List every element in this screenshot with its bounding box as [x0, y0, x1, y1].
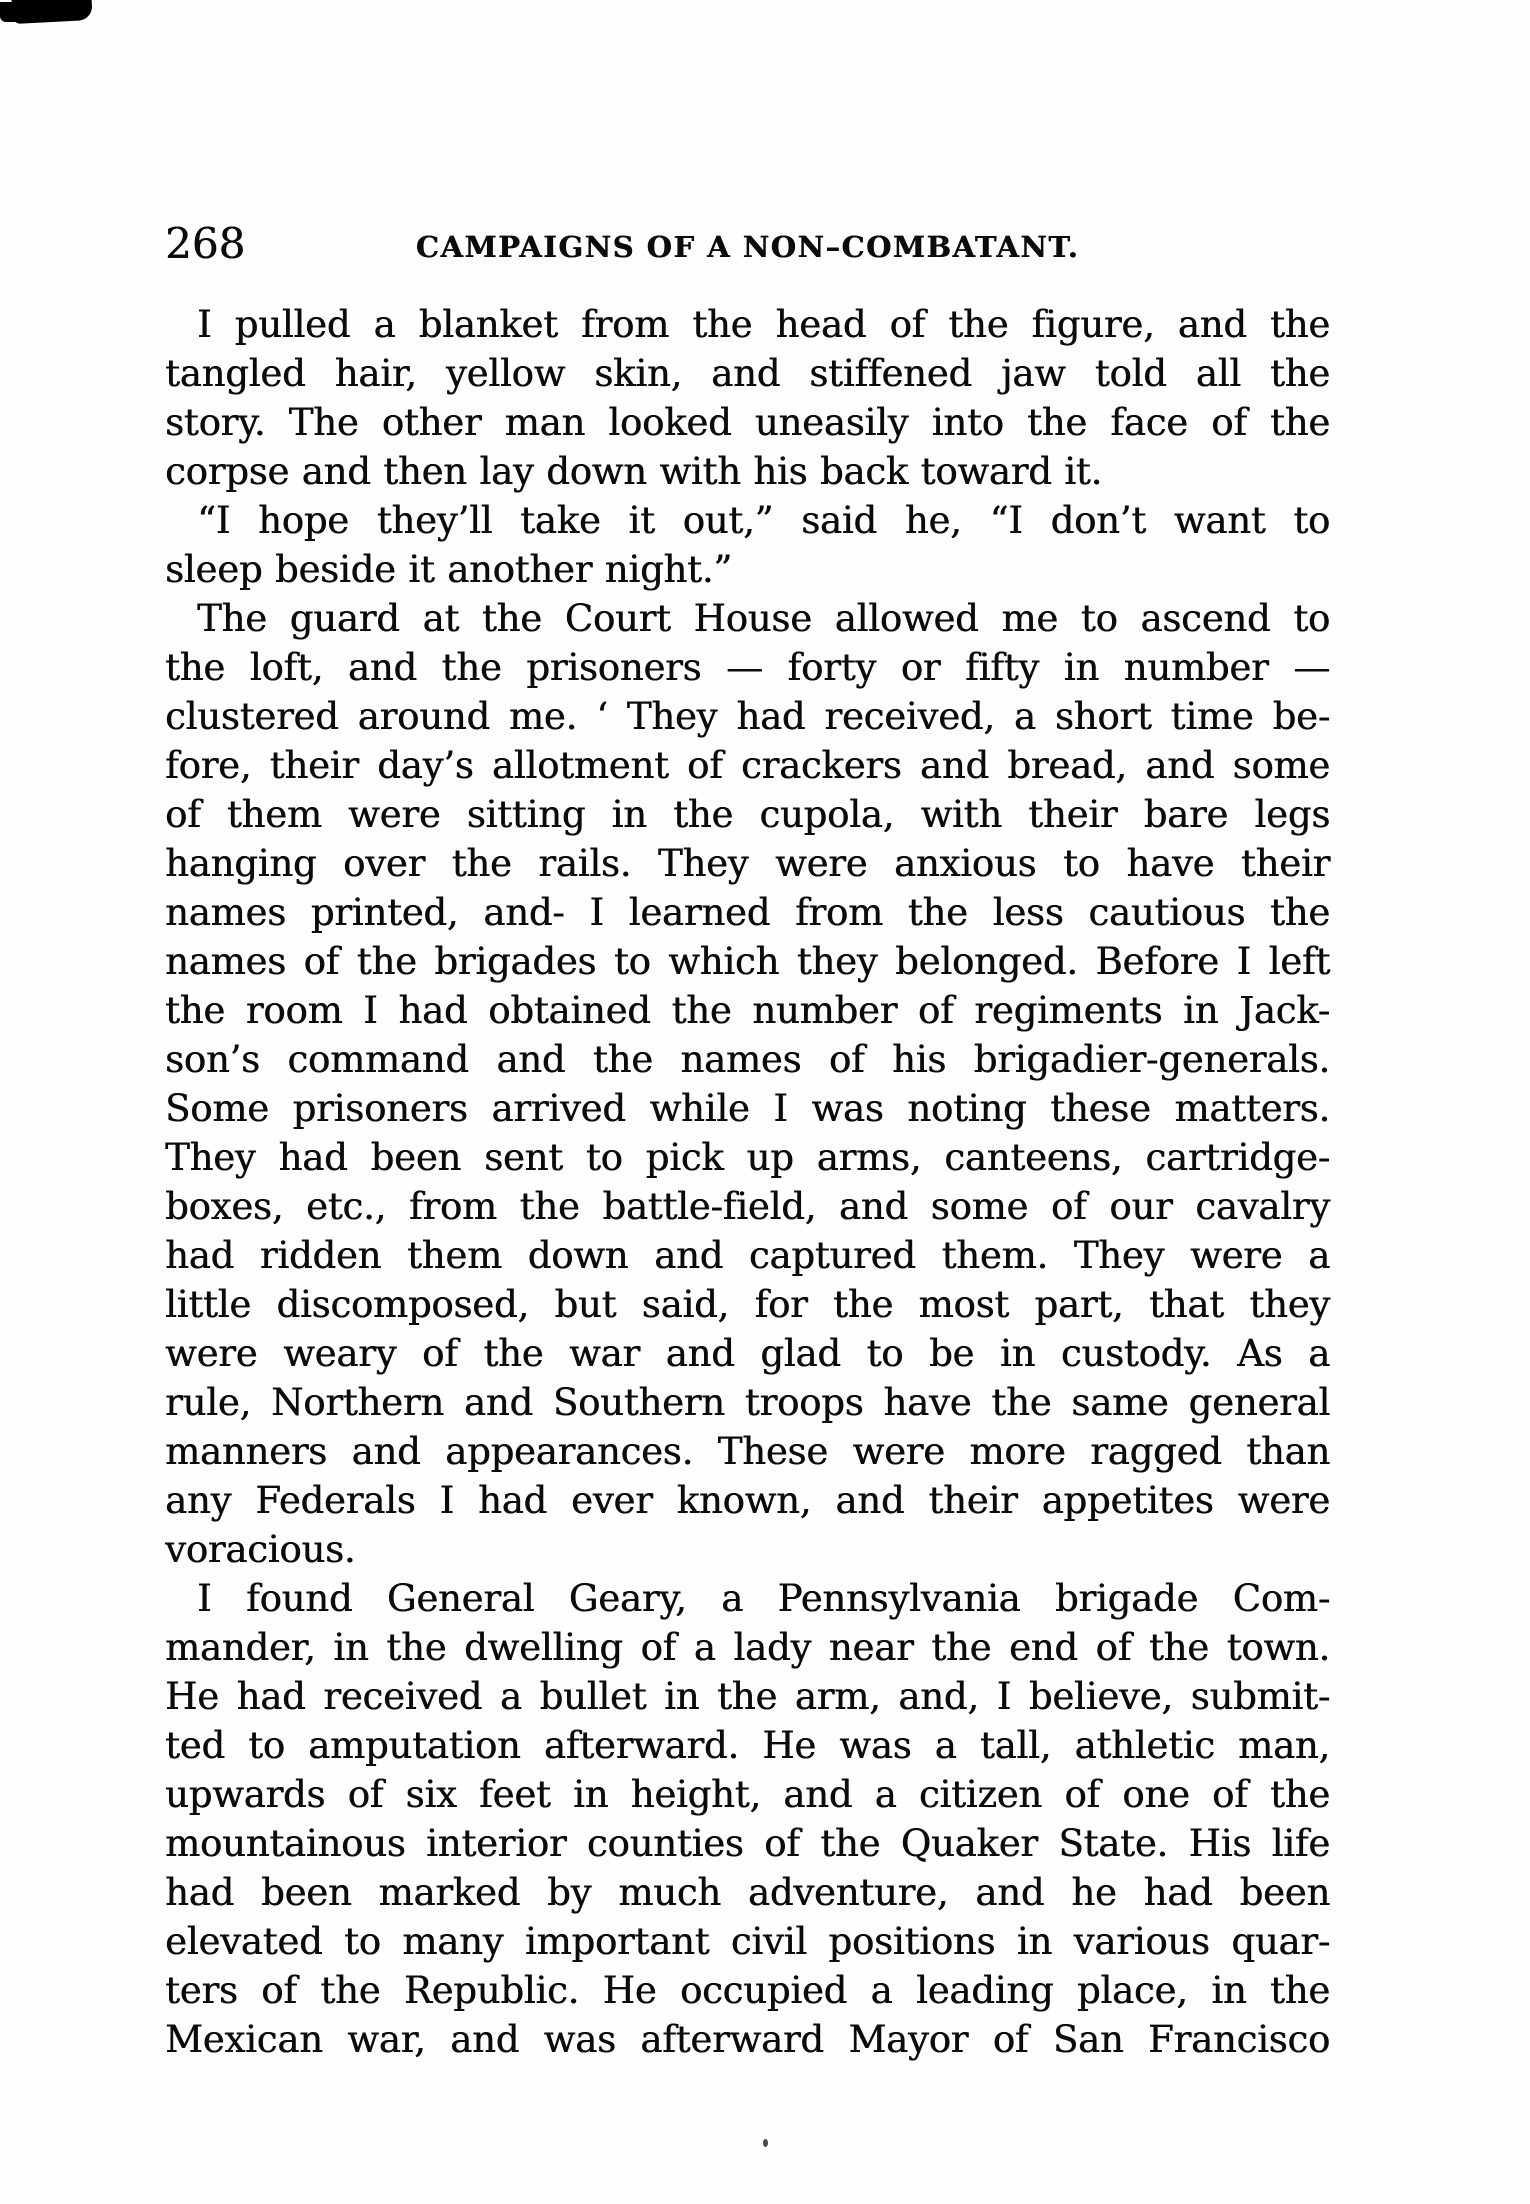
text-line: names of the brigades to which they belonged. Before I left [165, 940, 1330, 983]
text-line: story. The other man looked uneasily into the face of the [165, 401, 1330, 444]
text-line: Mexican war, and was afterward Mayor of San Francisco [165, 2018, 1330, 2061]
text-line: boxes, etc., from the battle-field, and some of our cavalry [165, 1185, 1330, 1228]
text-line: The guard at the Court House allowed me to ascend to [197, 597, 1330, 640]
scan-edge-artifact [0, 2, 34, 22]
page-body [165, 300, 1330, 2064]
text-line: the room I had obtained the number of regiments in Jack- [165, 989, 1330, 1032]
page-header [165, 219, 1330, 268]
text-line: were weary of the war and glad to be in custody. As a [165, 1332, 1330, 1375]
text-line: rule, Northern and Southern troops have the same general [165, 1381, 1330, 1424]
paragraph [165, 300, 1330, 496]
text-line: son’s command and the names of his brigadier-generals. [165, 1038, 1330, 1081]
text-line: He had received a bullet in the arm, and, I believe, submit- [165, 1675, 1330, 1718]
text-line: fore, their day’s allotment of crackers and bread, and some [165, 744, 1330, 787]
page-number: 268 [165, 219, 246, 268]
text-line: the loft, and the prisoners — forty or fifty in number — [165, 646, 1330, 689]
text-line: of them were sitting in the cupola, with their bare legs [165, 793, 1330, 836]
text-line: clustered around me. ‘ They had received, a short time be- [165, 695, 1330, 738]
text-line: Some prisoners arrived while I was noting these matters. [165, 1087, 1330, 1130]
text-line: corpse and then lay down with his back toward it. [165, 450, 1103, 493]
text-line: I pulled a blanket from the head of the figure, and the [197, 303, 1330, 346]
scan-speck-artifact [763, 2139, 768, 2147]
text-line: They had been sent to pick up arms, canteens, cartridge- [165, 1136, 1330, 1179]
text-line: mander, in the dwelling of a lady near the end of the town. [165, 1626, 1330, 1669]
text-line: mountainous interior counties of the Quaker State. His life [165, 1822, 1330, 1865]
text-line: tangled hair, yellow skin, and stiffened jaw told all the [165, 352, 1330, 395]
text-line: hanging over the rails. They were anxious to have their [165, 842, 1330, 885]
text-line: I found General Geary, a Pennsylvania brigade Com- [197, 1577, 1330, 1620]
paragraph [165, 1574, 1330, 2064]
text-line: manners and appearances. These were more ragged than [165, 1430, 1330, 1473]
text-line: any Federals I had ever known, and their appetites were [165, 1479, 1330, 1522]
text-line: sleep beside it another night.” [165, 548, 733, 591]
text-line: names printed, and- I learned from the less cautious the [165, 891, 1330, 934]
text-line: had ridden them down and captured them. They were a [165, 1234, 1330, 1277]
running-title: CAMPAIGNS OF A NON–COMBATANT. [415, 230, 1080, 264]
text-line: upwards of six feet in height, and a citizen of one of the [165, 1773, 1330, 1816]
paragraph [165, 594, 1330, 1574]
text-line: had been marked by much adventure, and he had been [165, 1871, 1330, 1914]
text-line: elevated to many important civil positions in various quar- [165, 1920, 1330, 1963]
text-line: voracious. [165, 1528, 356, 1571]
paragraph [165, 496, 1330, 594]
text-line: ters of the Republic. He occupied a leading place, in the [165, 1969, 1330, 2012]
text-line: little discomposed, but said, for the most part, that they [165, 1283, 1330, 1326]
text-line: “I hope they’ll take it out,” said he, “I don’t want to [197, 499, 1330, 542]
text-line: ted to amputation afterward. He was a tall, athletic man, [165, 1724, 1330, 1767]
